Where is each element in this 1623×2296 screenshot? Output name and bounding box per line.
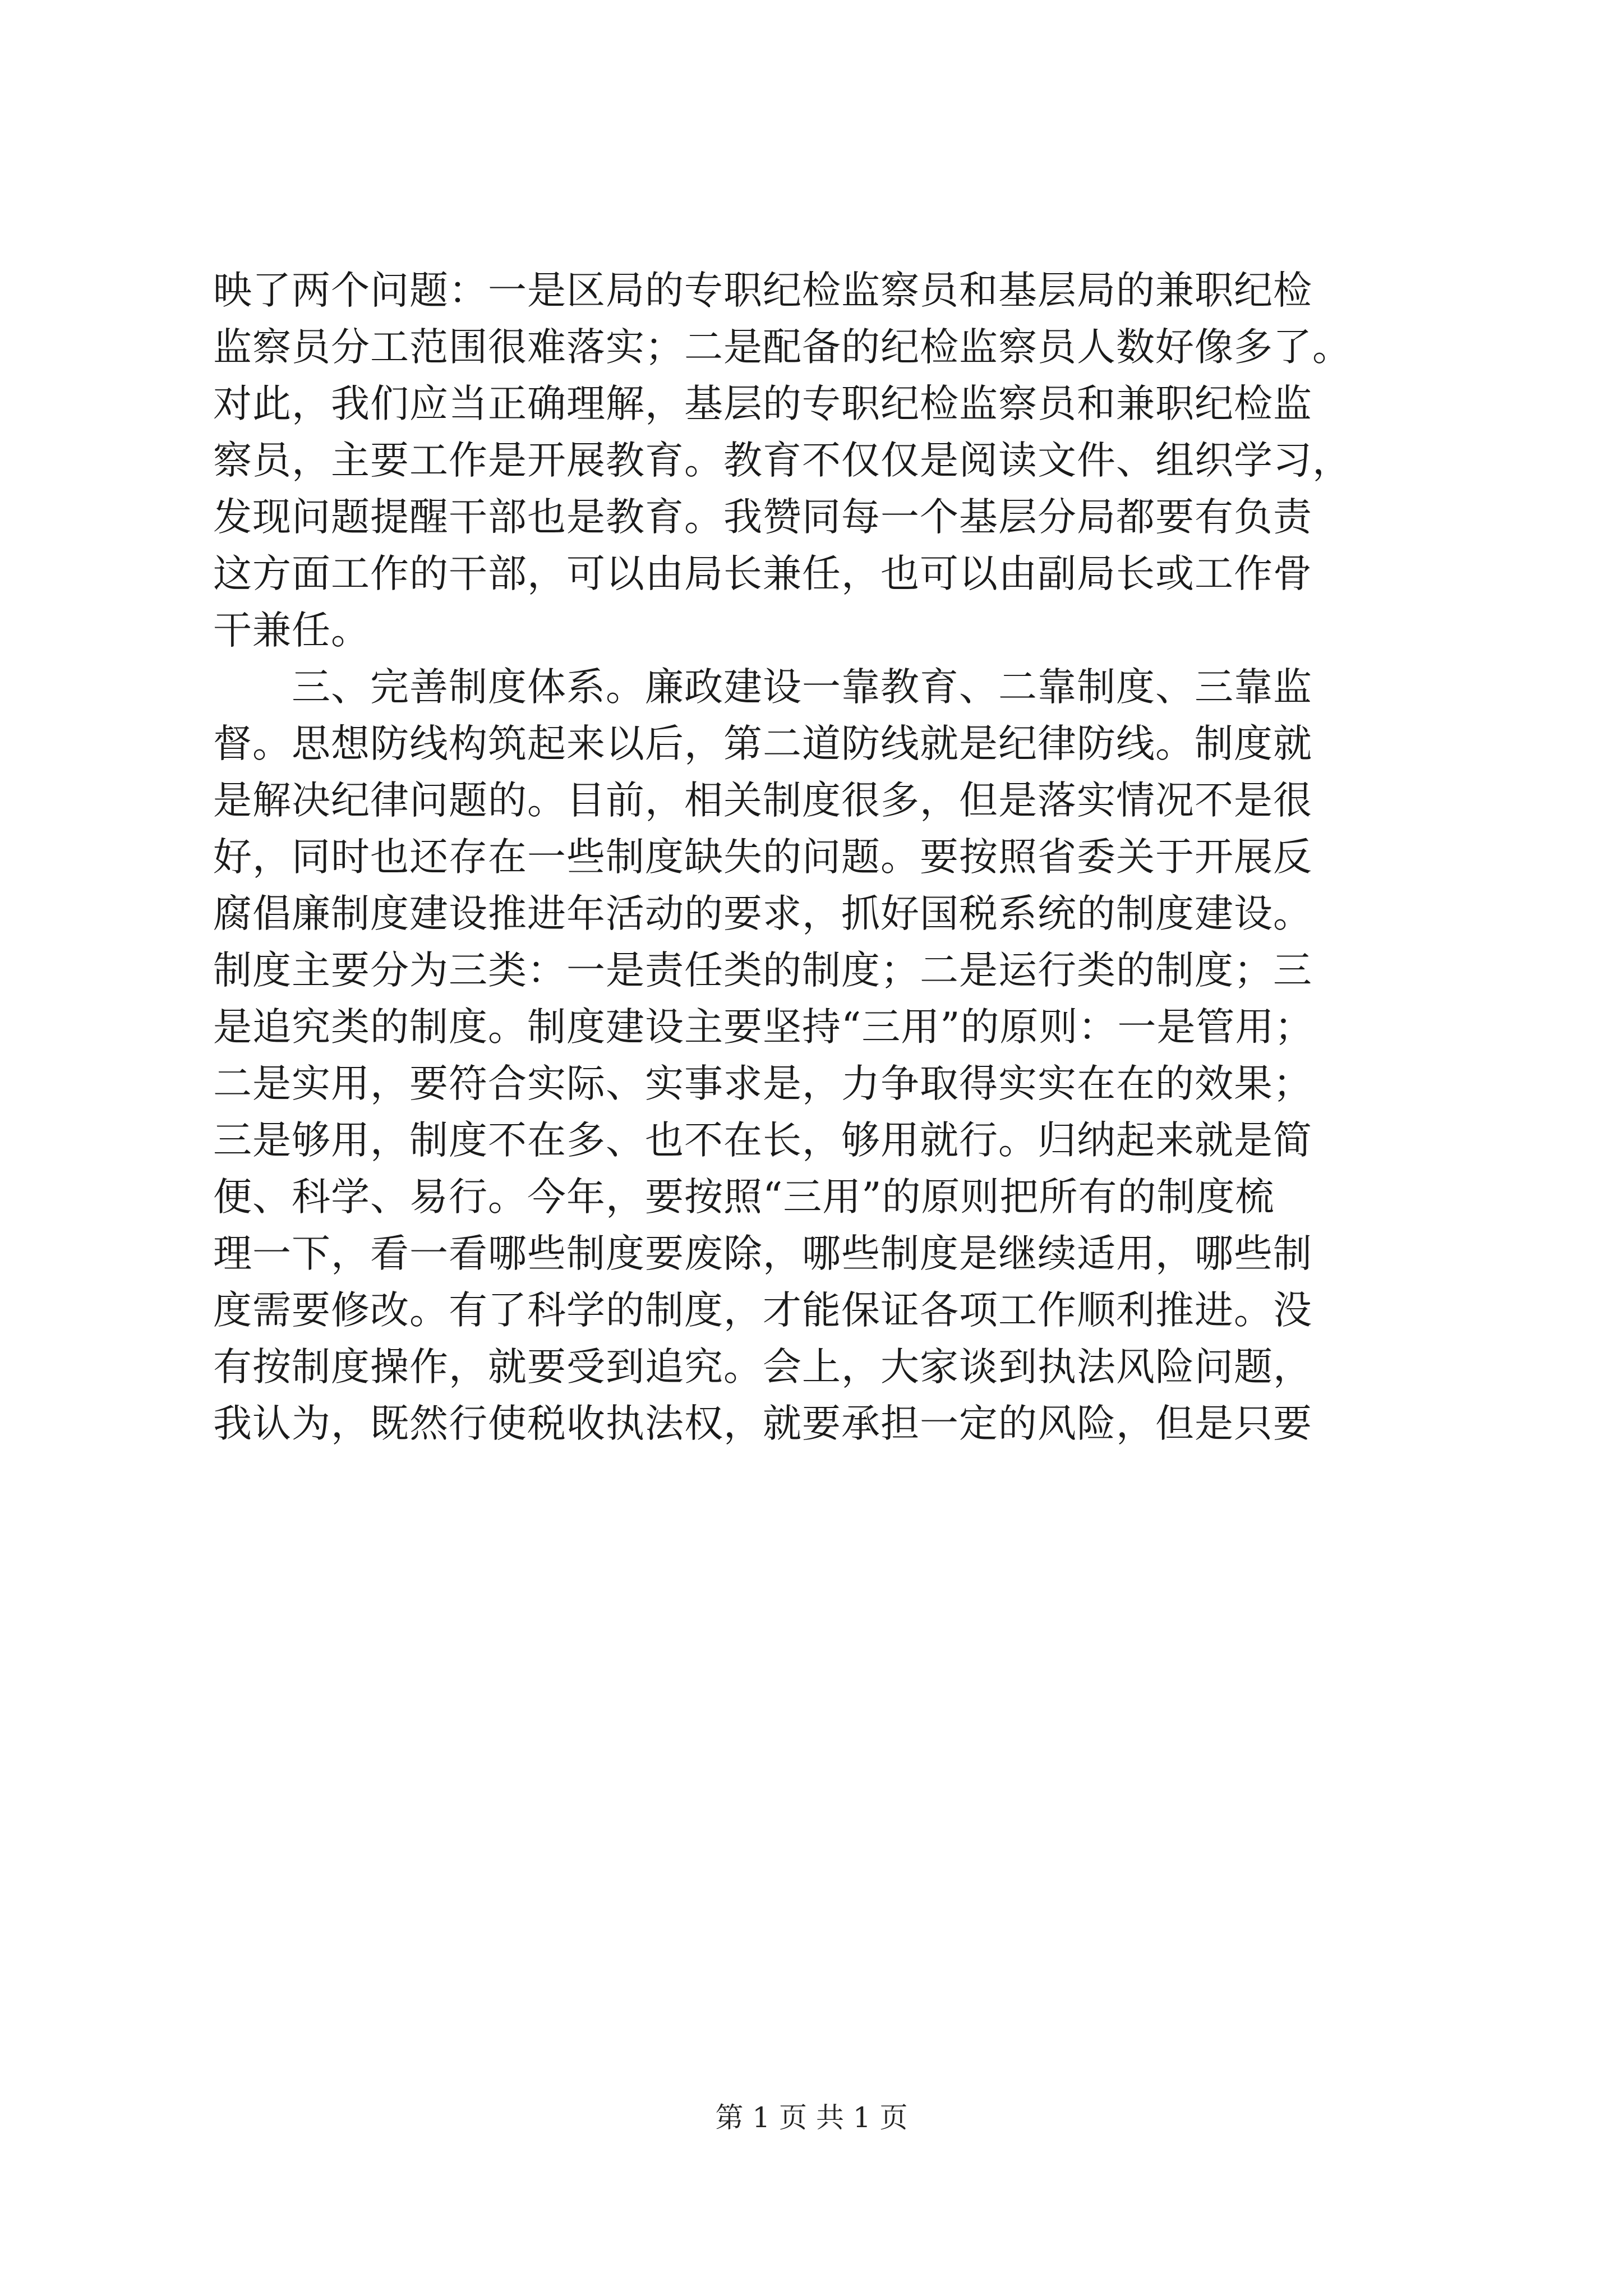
text-line: 我认为，既然行使税收执法权，就要承担一定的风险，但是只要 bbox=[213, 1401, 1312, 1446]
text-line: 度需要修改。有了科学的制度，才能保证各项工作顺利推进。没 bbox=[213, 1288, 1312, 1333]
text-line: 好，同时也还存在一些制度缺失的问题。要按照省委关于开展反 bbox=[213, 835, 1312, 880]
text-line: 理一下，看一看哪些制度要废除，哪些制度是继续适用，哪些制 bbox=[213, 1231, 1312, 1276]
text-line: 三、完善制度体系。廉政建设一靠教育、二靠制度、三靠监 bbox=[213, 665, 1312, 710]
text-line: 监察员分工范围很难落实；二是配备的纪检监察员人数好像多了。 bbox=[213, 325, 1352, 370]
text-line: 察员，主要工作是开展教育。教育不仅仅是阅读文件、组织学习， bbox=[213, 438, 1352, 483]
text-line: 腐倡廉制度建设推进年活动的要求，抓好国税系统的制度建设。 bbox=[213, 891, 1312, 936]
body-text bbox=[213, 263, 1464, 1452]
text-line: 对此，我们应当正确理解，基层的专职纪检监察员和兼职纪检监 bbox=[213, 381, 1312, 426]
text-line: 有按制度操作，就要受到追究。会上，大家谈到执法风险问题， bbox=[213, 1345, 1312, 1389]
text-line: 映了两个问题：一是区局的专职纪检监察员和基层局的兼职纪检 bbox=[213, 268, 1312, 313]
text-line: 发现问题提醒干部也是教育。我赞同每一个基层分局都要有负责 bbox=[213, 495, 1312, 540]
text-line: 是解决纪律问题的。目前，相关制度很多，但是落实情况不是很 bbox=[213, 778, 1312, 823]
text-line: 督。思想防线构筑起来以后，第二道防线就是纪律防线。制度就 bbox=[213, 721, 1312, 766]
text-line: 这方面工作的干部，可以由局长兼任，也可以由副局长或工作骨 bbox=[213, 551, 1312, 596]
text-line: 是追究类的制度。制度建设主要坚持“三用”的原则：一是管用； bbox=[213, 1005, 1314, 1050]
text-line: 制度主要分为三类：一是责任类的制度；二是运行类的制度；三 bbox=[213, 948, 1312, 993]
text-line: 便、科学、易行。今年，要按照“三用”的原则把所有的制度梳 bbox=[213, 1175, 1275, 1220]
page-number-footer: 第 1 页 共 1 页 bbox=[715, 2101, 908, 2134]
text-line: 二是实用，要符合实际、实事求是，力争取得实实在在的效果； bbox=[213, 1061, 1312, 1106]
text-line: 三是够用，制度不在多、也不在长，够用就行。归纳起来就是简 bbox=[213, 1118, 1312, 1163]
text-line: 干兼任。 bbox=[213, 608, 370, 653]
